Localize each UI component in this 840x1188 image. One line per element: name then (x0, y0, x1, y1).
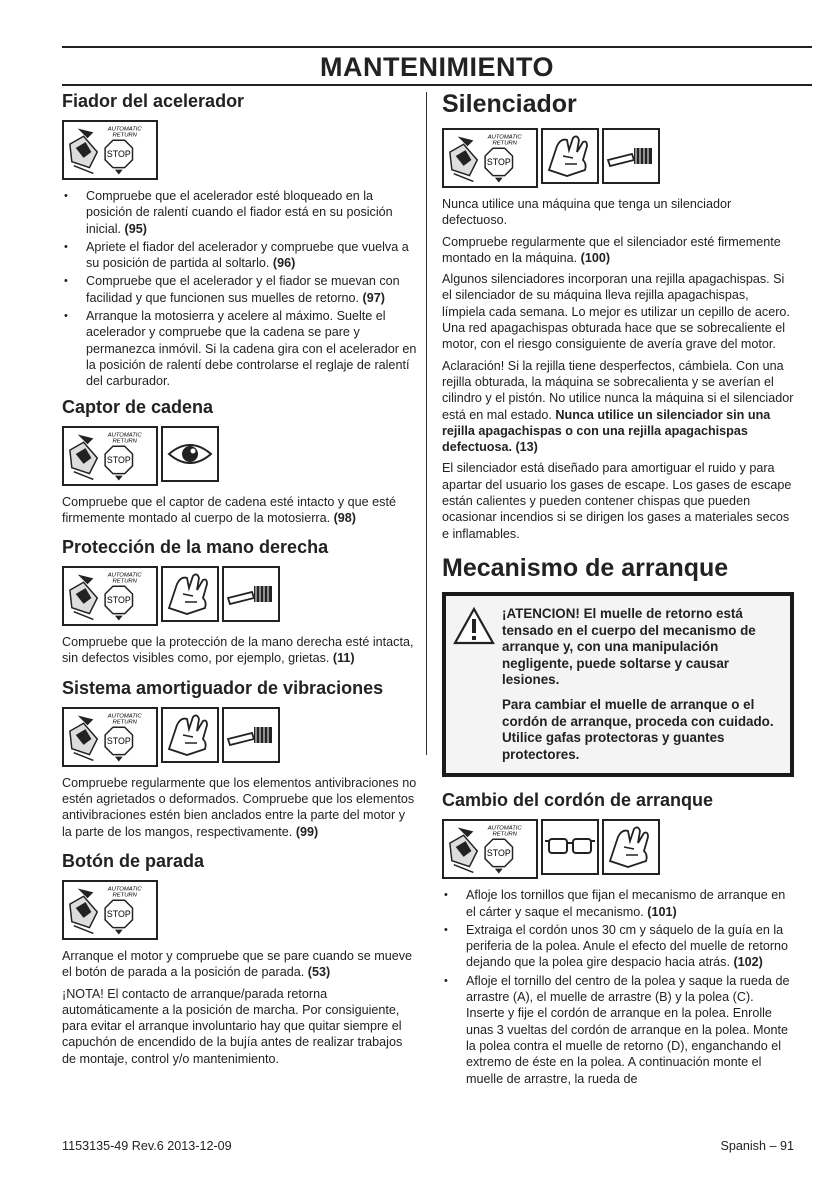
silenciador-icons (442, 128, 794, 188)
silenciador-p4: Aclaración! Si la rejilla tiene desperfectos, cámbiela. Con una rejilla obturada, la máquina se sobrecalienta y se averían el cilindro y el pistón. No utilice nunca la máquina si el silenciador está en mal estado. Nunca utilice un silenciador sin una rejilla apagachispas o con una rejilla apagachispas defectuosa. (13) (442, 358, 794, 455)
automatic-return-stop-icon (62, 880, 158, 940)
section-title-mecanismo: Mecanismo de arranque (442, 553, 729, 582)
svg-text:STOP: STOP (106, 148, 131, 159)
automatic-return-stop-icon (442, 819, 538, 879)
list-item: • Compruebe que el acelerador esté bloqueado en la posición de ralentí cuando el fiador está en su posición inicial. (95) (62, 188, 417, 237)
brush-icon (222, 566, 280, 622)
svg-text:RETURN: RETURN (112, 437, 137, 444)
svg-text:STOP: STOP (106, 908, 131, 919)
svg-text:AUTOMATIC: AUTOMATIC (487, 825, 522, 832)
amortiguador-icons (62, 707, 417, 767)
silenciador-p1: Nunca utilice una máquina que tenga un silenciador defectuoso. (442, 197, 732, 228)
automatic-return-stop-icon (62, 707, 158, 767)
svg-text:AUTOMATIC: AUTOMATIC (107, 431, 142, 438)
svg-text:RETURN: RETURN (112, 719, 137, 726)
automatic-return-stop-icon (62, 566, 158, 626)
silenciador-p3: Algunos silenciadores incorporan una rejilla apagachispas. Si el silenciador de su máquina lleva rejilla apagachispas, límpiela cada semana. Lo mejor es utilizar un cepillo de acero. Una red apagachispas obturada hace que se sobrecaliente el motor, con el riesgo consiguiente de avería grave del motor. (442, 272, 790, 352)
captor-text: Compruebe que el captor de cadena esté intacto y que esté firmemente montado al cuerpo de la motosierra. (98) (62, 494, 396, 525)
svg-text:RETURN: RETURN (492, 831, 517, 838)
list-item: • Arranque la motosierra y acelere al máximo. Suelte el acelerador y compruebe que la cadena se pare y permanezca inmóvil. Si la cadena gira con el acelerador en la posición de ralentí debe controlarse el reglaje de ralentí del carburador. (62, 308, 417, 389)
cambio-icons (442, 819, 794, 879)
warning-text-1: ¡ATENCION! El muelle de retorno está tensado en el cuerpo del mecanismo de arranque y, con una manipulación negligente, puede soltarse y causar lesiones. (502, 605, 756, 688)
list-item: • Apriete el fiador del acelerador y compruebe que vuelva a su posición de partida al soltarlo. (96) (62, 239, 417, 272)
left-column (62, 90, 417, 1072)
glove-icon (602, 819, 660, 875)
fiador-bullet-list (62, 188, 417, 390)
svg-text:STOP: STOP (486, 156, 511, 167)
parada-note: ¡NOTA! El contacto de arranque/parada retorna automáticamente a la posición de marcha. Por consiguiente, para evitar el arranque involuntario hay que quitar siempre el capuchón de encendido de la bujía antes de realizar trabajos de montaje, control y/o mantenimiento. (62, 986, 403, 1066)
cambio-bullet-list (442, 887, 794, 1087)
right-column (442, 90, 794, 1093)
automatic-return-stop-icon (442, 128, 538, 188)
svg-text:AUTOMATIC: AUTOMATIC (487, 134, 522, 141)
page-header-title: MANTENIMIENTO (320, 52, 554, 82)
svg-text:STOP: STOP (486, 848, 511, 859)
warning-text-2: Para cambiar el muelle de arranque o el cordón de arranque, proceda con cuidado. Utilice gafas protectoras y guantes protectores. (502, 696, 774, 762)
silenciador-p2: Compruebe regularmente que el silenciador esté firmemente montado en la máquina. (100) (442, 234, 781, 265)
parada-icons (62, 880, 417, 940)
section-title-parada: Botón de parada (62, 850, 205, 871)
captor-icons (62, 426, 417, 486)
section-title-amortiguador: Sistema amortiguador de vibraciones (62, 677, 384, 698)
footer-doc-id: 1153135-49 Rev.6 2013-12-09 (62, 1139, 232, 1153)
safety-glasses-icon (541, 819, 599, 875)
automatic-return-stop-icon (62, 426, 158, 486)
glove-icon (541, 128, 599, 184)
automatic-return-stop-icon (62, 120, 158, 180)
silenciador-p5: El silenciador está diseñado para amortiguar el ruido y para apartar del usuario los gases de escape. Los gases de escape están calientes y pueden contener chispas que pueden ocasionar incendios si se dirigen los gases a materiales secos e inflamables. (442, 461, 792, 541)
svg-text:RETURN: RETURN (492, 140, 517, 147)
column-divider (426, 92, 427, 755)
warning-triangle-icon (452, 606, 502, 763)
svg-text:RETURN: RETURN (112, 578, 137, 585)
section-title-cambio: Cambio del cordón de arranque (442, 790, 714, 811)
section-title-fiador: Fiador del acelerador (62, 91, 245, 111)
list-item: • Afloje los tornillos que fijan el mecanismo de arranque en el cárter y saque el mecanismo. (101) (442, 887, 794, 920)
proteccion-text: Compruebe que la protección de la mano derecha esté intacta, sin defectos visibles como, por ejemplo, grietas. (11) (62, 635, 414, 666)
svg-text:RETURN: RETURN (112, 892, 137, 899)
svg-text:AUTOMATIC: AUTOMATIC (107, 713, 142, 720)
fiador-icons (62, 120, 417, 180)
svg-text:AUTOMATIC: AUTOMATIC (107, 126, 142, 133)
footer-page-number: Spanish – 91 (720, 1139, 794, 1153)
section-title-proteccion: Protección de la mano derecha (62, 537, 329, 558)
svg-text:STOP: STOP (106, 454, 131, 465)
list-item: • Compruebe que el acelerador y el fiador se muevan con facilidad y que funcionen sus muelles de retorno. (97) (62, 273, 417, 306)
svg-text:AUTOMATIC: AUTOMATIC (107, 572, 142, 579)
brush-icon (602, 128, 660, 184)
eye-inspect-icon (161, 426, 219, 482)
proteccion-icons (62, 566, 417, 626)
warning-box (442, 592, 794, 777)
brush-icon (222, 707, 280, 763)
glove-icon (161, 707, 219, 763)
glove-icon (161, 566, 219, 622)
svg-text:AUTOMATIC: AUTOMATIC (107, 886, 142, 893)
section-title-silenciador: Silenciador (442, 90, 577, 118)
amortiguador-text: Compruebe regularmente que los elementos antivibraciones no estén agrietados o deformados. Compruebe que los elementos antivibraciones estén bien anclados entre la parte del motor y la parte de los mangos, respectivamente. (99) (62, 775, 417, 839)
section-title-captor: Captor de cadena (62, 396, 214, 417)
list-item: • Afloje el tornillo del centro de la polea y saque la rueda de arrastre (A), el muelle de arrastre (B) y la polea (C). Inserte y fije el cordón de arranque en la polea. Enrolle unas 3 vueltas del cordón de arranque en la polea. Monte la polea contra el muelle de retorno (D), enganchando el extremo de éste en la polea. A continuación monte el muelle de arrastre, la rueda de (442, 973, 794, 1087)
svg-text:STOP: STOP (106, 735, 131, 746)
svg-text:RETURN: RETURN (112, 132, 137, 139)
list-item: • Extraiga el cordón unos 30 cm y sáquelo de la guía en la periferia de la polea. Anule el efecto del muelle de retorno dejando que la polea gire despacio hacia atrás. (102) (442, 922, 794, 971)
parada-text: Arranque el motor y compruebe que se pare cuando se mueve el botón de parada a la posición de parada. (53) (62, 948, 413, 980)
svg-text:STOP: STOP (106, 595, 131, 606)
